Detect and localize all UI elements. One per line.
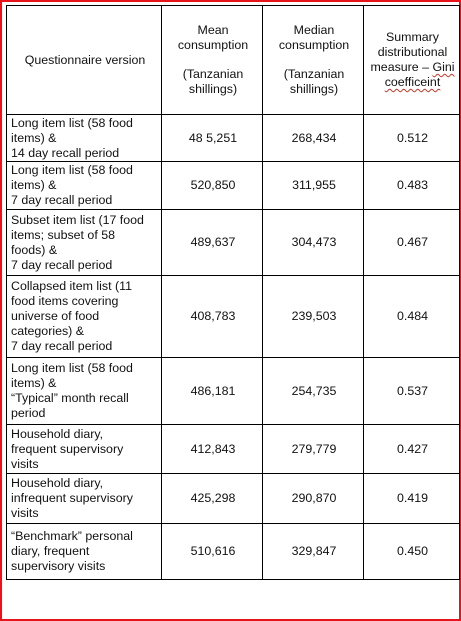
- version-label-line: items) &: [11, 376, 57, 390]
- version-label-line: “Typical” month recall: [11, 391, 129, 405]
- mean-consumption-cell: 48 5,251: [162, 115, 263, 162]
- table-row: [7, 210, 460, 276]
- header-median-consumption: [263, 6, 364, 115]
- version-label-line: period: [11, 406, 46, 420]
- header-gini: [364, 6, 460, 115]
- header-median-line2: consumption: [278, 38, 350, 52]
- header-version-text: Questionnaire version: [24, 52, 146, 67]
- version-label-line: categories) &: [11, 324, 85, 338]
- version-label-line: universe of food: [11, 309, 100, 323]
- version-label-line: visits: [11, 506, 39, 520]
- header-mean-line2: consumption: [177, 38, 249, 52]
- version-label-line: foods) &: [11, 242, 58, 257]
- header-questionnaire-version: [7, 6, 162, 115]
- mean-consumption-cell: 412,843: [162, 425, 263, 474]
- header-median-line1: Median: [293, 23, 335, 37]
- header-gini-line3-prefix: measure –: [370, 60, 433, 74]
- gini-coefficient-cell: 0.483: [364, 162, 460, 210]
- questionnaire-version-cell: [7, 358, 162, 425]
- questionnaire-version-cell: [7, 276, 162, 358]
- version-label-line: Subset item list (17 food: [11, 212, 144, 227]
- header-gini-word: Gini: [432, 60, 455, 74]
- version-label-line: items) &: [11, 178, 57, 192]
- version-label-line: Collapsed item list (11: [11, 279, 132, 293]
- median-consumption-cell: 329,847: [263, 524, 364, 580]
- header-gini-line3: [368, 60, 457, 75]
- mean-consumption-cell: 425,298: [162, 474, 263, 524]
- mean-consumption-cell: 489,637: [162, 210, 263, 276]
- questionnaire-version-cell: [7, 474, 162, 524]
- mean-consumption-cell: 520,850: [162, 162, 263, 210]
- header-row: [7, 6, 460, 115]
- header-gini-line1: Summary: [385, 30, 439, 44]
- version-label-line: diary, frequent: [11, 544, 90, 558]
- header-median-unit2: shillings): [289, 82, 339, 96]
- version-label-line: Household diary,: [11, 426, 104, 441]
- header-mean-line1: Mean: [197, 23, 229, 37]
- gini-coefficient-cell: 0.467: [364, 210, 460, 276]
- median-consumption-cell: 304,473: [263, 210, 364, 276]
- gini-coefficient-cell: 0.450: [364, 524, 460, 580]
- mean-consumption-cell: 510,616: [162, 524, 263, 580]
- header-mean-unit2: shillings): [188, 82, 238, 96]
- gini-coefficient-cell: 0.484: [364, 276, 460, 358]
- version-label-line: Household diary,: [11, 476, 104, 490]
- header-mean-unit1: (Tanzanian: [182, 67, 244, 81]
- table-row: [7, 358, 460, 425]
- gini-coefficient-cell: 0.419: [364, 474, 460, 524]
- table-row: [7, 115, 460, 162]
- version-label-line: “Benchmark” personal: [11, 529, 133, 543]
- questionnaire-version-cell: [7, 524, 162, 580]
- median-consumption-cell: 239,503: [263, 276, 364, 358]
- version-label-line: frequent supervisory: [11, 441, 124, 456]
- table-row: [7, 524, 460, 580]
- version-label-line: visits: [11, 456, 39, 471]
- gini-coefficient-cell: 0.427: [364, 425, 460, 474]
- mean-consumption-cell: 408,783: [162, 276, 263, 358]
- version-label-line: 7 day recall period: [11, 257, 113, 272]
- mean-consumption-cell: 486,181: [162, 358, 263, 425]
- median-consumption-cell: 311,955: [263, 162, 364, 210]
- table-row: [7, 474, 460, 524]
- version-label-line: 7 day recall period: [11, 339, 113, 353]
- median-consumption-cell: 290,870: [263, 474, 364, 524]
- version-label-line: infrequent supervisory: [11, 491, 133, 505]
- version-label-line: items) &: [11, 130, 57, 145]
- questionnaire-version-cell: [7, 425, 162, 474]
- header-gini-line4: coefficeint: [384, 75, 441, 89]
- version-label-line: 14 day recall period: [11, 145, 120, 160]
- table-row: [7, 425, 460, 474]
- header-gini-line2: distributional: [377, 45, 448, 59]
- table-row: [7, 162, 460, 210]
- version-label-line: items; subset of 58: [11, 227, 115, 242]
- median-consumption-cell: 268,434: [263, 115, 364, 162]
- version-label-line: Long item list (58 food: [11, 361, 133, 375]
- questionnaire-version-cell: [7, 115, 162, 162]
- version-label-line: Long item list (58 food: [11, 163, 133, 177]
- gini-coefficient-cell: 0.537: [364, 358, 460, 425]
- table-row: [7, 276, 460, 358]
- questionnaire-version-cell: [7, 210, 162, 276]
- header-mean-consumption: [162, 6, 263, 115]
- questionnaire-version-cell: [7, 162, 162, 210]
- gini-coefficient-cell: 0.512: [364, 115, 460, 162]
- version-label-line: Long item list (58 food: [11, 115, 133, 130]
- header-median-unit1: (Tanzanian: [283, 67, 345, 81]
- consumption-table: [6, 5, 460, 580]
- version-label-line: 7 day recall period: [11, 193, 113, 207]
- median-consumption-cell: 279,779: [263, 425, 364, 474]
- median-consumption-cell: 254,735: [263, 358, 364, 425]
- version-label-line: supervisory visits: [11, 559, 106, 573]
- table-body: [7, 115, 460, 580]
- version-label-line: food items covering: [11, 294, 119, 308]
